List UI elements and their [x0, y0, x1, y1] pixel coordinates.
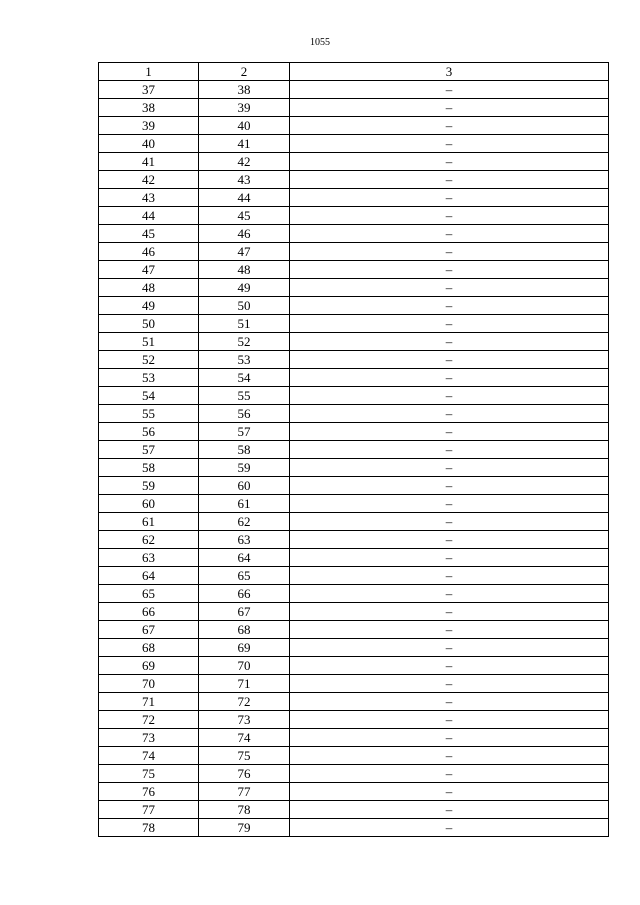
- table-cell: 70: [199, 657, 290, 675]
- table-cell: 44: [199, 189, 290, 207]
- table-cell: 77: [199, 783, 290, 801]
- table-row: [99, 729, 609, 747]
- table-row: [99, 567, 609, 585]
- table-cell: 53: [199, 351, 290, 369]
- table-cell: 58: [99, 459, 199, 477]
- table-cell: –: [290, 243, 609, 261]
- table-row: [99, 117, 609, 135]
- table-row: [99, 657, 609, 675]
- table-cell: 44: [99, 207, 199, 225]
- table-cell: 72: [99, 711, 199, 729]
- table-cell: 72: [199, 693, 290, 711]
- table-row: [99, 351, 609, 369]
- table-cell: 38: [99, 99, 199, 117]
- table-cell: 40: [99, 135, 199, 153]
- table-cell: 51: [199, 315, 290, 333]
- table-cell: 59: [199, 459, 290, 477]
- table-cell: –: [290, 99, 609, 117]
- table-cell: 53: [99, 369, 199, 387]
- table-cell: 57: [199, 423, 290, 441]
- table-cell: –: [290, 639, 609, 657]
- table-row: [99, 153, 609, 171]
- table-row: [99, 459, 609, 477]
- table-cell: 55: [199, 387, 290, 405]
- column-header: 2: [199, 63, 290, 81]
- table-row: [99, 99, 609, 117]
- table-cell: –: [290, 621, 609, 639]
- data-table: [98, 62, 609, 837]
- table-header-row: [99, 63, 609, 81]
- table-row: [99, 387, 609, 405]
- table-cell: 78: [199, 801, 290, 819]
- table-cell: 59: [99, 477, 199, 495]
- table-cell: –: [290, 567, 609, 585]
- table-cell: 68: [99, 639, 199, 657]
- table-cell: 79: [199, 819, 290, 837]
- table-cell: 67: [199, 603, 290, 621]
- table-body: [99, 81, 609, 837]
- table-cell: –: [290, 549, 609, 567]
- table-cell: 75: [199, 747, 290, 765]
- table-cell: 48: [199, 261, 290, 279]
- table-cell: –: [290, 333, 609, 351]
- table-cell: 76: [99, 783, 199, 801]
- table-row: [99, 531, 609, 549]
- table-cell: –: [290, 423, 609, 441]
- table-cell: 48: [99, 279, 199, 297]
- table-row: [99, 279, 609, 297]
- table-cell: –: [290, 207, 609, 225]
- table-row: [99, 783, 609, 801]
- table-row: [99, 207, 609, 225]
- table-cell: 73: [99, 729, 199, 747]
- table-cell: –: [290, 117, 609, 135]
- table-row: [99, 585, 609, 603]
- table-cell: 69: [99, 657, 199, 675]
- table-cell: 51: [99, 333, 199, 351]
- table-cell: –: [290, 387, 609, 405]
- table-cell: –: [290, 369, 609, 387]
- table-cell: 54: [99, 387, 199, 405]
- table-cell: 73: [199, 711, 290, 729]
- table-row: [99, 549, 609, 567]
- table-row: [99, 81, 609, 99]
- table-cell: 62: [99, 531, 199, 549]
- table-cell: 42: [199, 153, 290, 171]
- table-cell: –: [290, 297, 609, 315]
- table-cell: 70: [99, 675, 199, 693]
- table-row: [99, 819, 609, 837]
- table-cell: 43: [99, 189, 199, 207]
- table-row: [99, 189, 609, 207]
- column-header: 3: [290, 63, 609, 81]
- table-row: [99, 747, 609, 765]
- table-cell: 68: [199, 621, 290, 639]
- table-row: [99, 675, 609, 693]
- table-cell: 74: [199, 729, 290, 747]
- table-row: [99, 441, 609, 459]
- table-cell: 62: [199, 513, 290, 531]
- table-cell: –: [290, 495, 609, 513]
- table-cell: 49: [99, 297, 199, 315]
- table-row: [99, 801, 609, 819]
- table-row: [99, 225, 609, 243]
- table-cell: 71: [99, 693, 199, 711]
- table-cell: 55: [99, 405, 199, 423]
- table-row: [99, 477, 609, 495]
- table-cell: 56: [199, 405, 290, 423]
- table-row: [99, 693, 609, 711]
- table-cell: 40: [199, 117, 290, 135]
- table-cell: 64: [199, 549, 290, 567]
- table-cell: –: [290, 603, 609, 621]
- table-cell: 71: [199, 675, 290, 693]
- table-cell: –: [290, 459, 609, 477]
- table-cell: –: [290, 693, 609, 711]
- table-cell: –: [290, 225, 609, 243]
- table-cell: 41: [199, 135, 290, 153]
- table-cell: 61: [199, 495, 290, 513]
- table-cell: 63: [99, 549, 199, 567]
- table-cell: 60: [199, 477, 290, 495]
- table-cell: 64: [99, 567, 199, 585]
- table-cell: 45: [199, 207, 290, 225]
- table-cell: 61: [99, 513, 199, 531]
- table-row: [99, 243, 609, 261]
- table-cell: 37: [99, 81, 199, 99]
- table-cell: 46: [99, 243, 199, 261]
- table-cell: 65: [199, 567, 290, 585]
- table-row: [99, 621, 609, 639]
- table-row: [99, 423, 609, 441]
- table-cell: –: [290, 405, 609, 423]
- table-cell: 50: [199, 297, 290, 315]
- table-cell: 45: [99, 225, 199, 243]
- table-row: [99, 603, 609, 621]
- table-cell: –: [290, 747, 609, 765]
- table-cell: –: [290, 315, 609, 333]
- table-cell: 77: [99, 801, 199, 819]
- table-cell: –: [290, 279, 609, 297]
- table-cell: –: [290, 477, 609, 495]
- table-cell: –: [290, 513, 609, 531]
- table-cell: 49: [199, 279, 290, 297]
- table-cell: 47: [99, 261, 199, 279]
- column-header: 1: [99, 63, 199, 81]
- table-cell: –: [290, 153, 609, 171]
- table-cell: –: [290, 171, 609, 189]
- table-row: [99, 135, 609, 153]
- table-row: [99, 333, 609, 351]
- table-cell: 65: [99, 585, 199, 603]
- table-cell: 42: [99, 171, 199, 189]
- table-cell: –: [290, 711, 609, 729]
- table-cell: 54: [199, 369, 290, 387]
- table-cell: 52: [99, 351, 199, 369]
- table-row: [99, 513, 609, 531]
- table-cell: 63: [199, 531, 290, 549]
- table-cell: 66: [199, 585, 290, 603]
- table-row: [99, 711, 609, 729]
- table-cell: –: [290, 657, 609, 675]
- table-row: [99, 405, 609, 423]
- table-row: [99, 495, 609, 513]
- table-cell: 74: [99, 747, 199, 765]
- table-cell: 57: [99, 441, 199, 459]
- table-cell: –: [290, 351, 609, 369]
- table-cell: 39: [99, 117, 199, 135]
- table-cell: –: [290, 531, 609, 549]
- table-cell: –: [290, 801, 609, 819]
- table-cell: 38: [199, 81, 290, 99]
- table-cell: –: [290, 441, 609, 459]
- table-cell: 76: [199, 765, 290, 783]
- table-row: [99, 639, 609, 657]
- table-row: [99, 765, 609, 783]
- table-cell: –: [290, 819, 609, 837]
- table-cell: –: [290, 783, 609, 801]
- table-cell: 78: [99, 819, 199, 837]
- table-cell: –: [290, 675, 609, 693]
- table-cell: 60: [99, 495, 199, 513]
- table-cell: –: [290, 135, 609, 153]
- page-number: 1055: [310, 37, 330, 48]
- table-row: [99, 315, 609, 333]
- table-cell: 43: [199, 171, 290, 189]
- table-row: [99, 297, 609, 315]
- table-cell: 52: [199, 333, 290, 351]
- table-row: [99, 261, 609, 279]
- table-cell: –: [290, 81, 609, 99]
- table-row: [99, 369, 609, 387]
- table-cell: –: [290, 585, 609, 603]
- table-cell: 50: [99, 315, 199, 333]
- table-cell: 58: [199, 441, 290, 459]
- table-cell: –: [290, 765, 609, 783]
- table-cell: 46: [199, 225, 290, 243]
- table-row: [99, 171, 609, 189]
- table-cell: 69: [199, 639, 290, 657]
- table-cell: 39: [199, 99, 290, 117]
- table-cell: –: [290, 189, 609, 207]
- table-cell: 41: [99, 153, 199, 171]
- table-cell: –: [290, 261, 609, 279]
- table-cell: 56: [99, 423, 199, 441]
- table-cell: 47: [199, 243, 290, 261]
- table-cell: 66: [99, 603, 199, 621]
- table-cell: 67: [99, 621, 199, 639]
- table-cell: 75: [99, 765, 199, 783]
- table-cell: –: [290, 729, 609, 747]
